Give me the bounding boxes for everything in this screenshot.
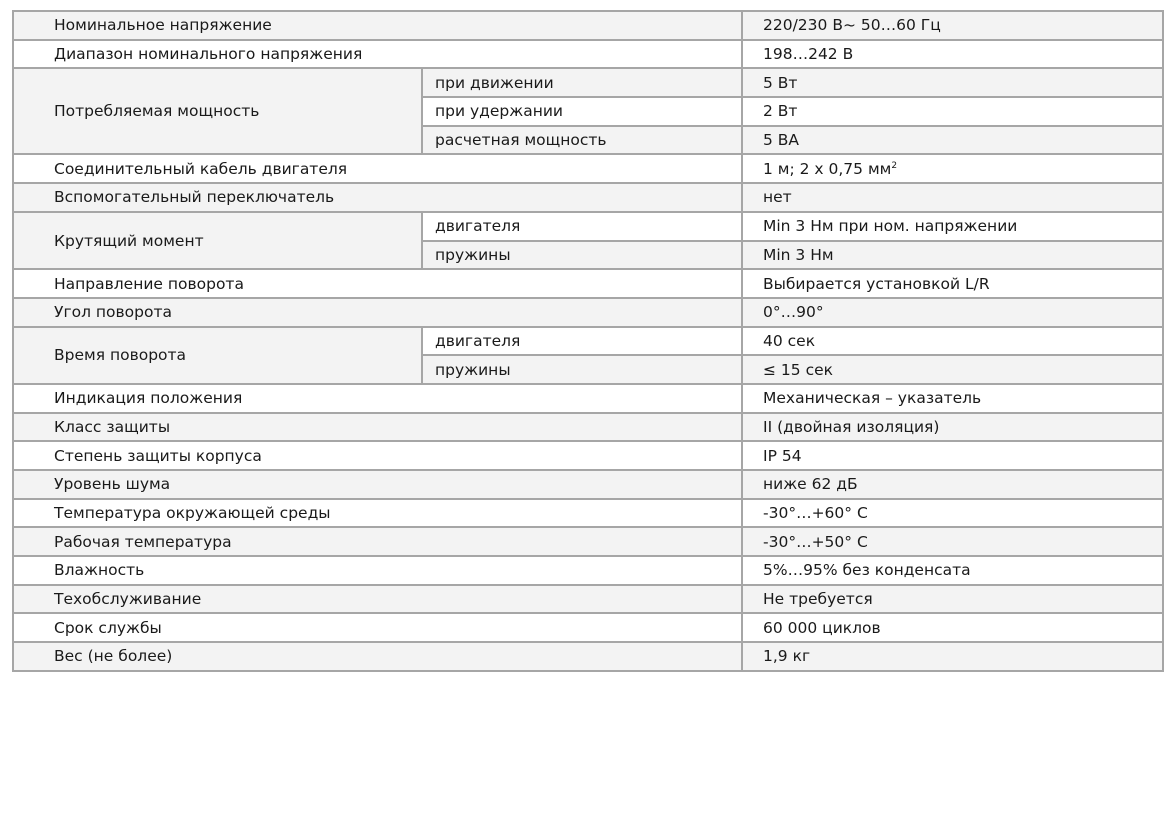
table-row xyxy=(13,556,1163,585)
param-name: Рабочая температура xyxy=(13,527,742,556)
sub-param-name: при удержании xyxy=(422,97,742,126)
param-name: Техобслуживание xyxy=(13,585,742,614)
param-value: 2 Вт xyxy=(742,97,1163,126)
table-row xyxy=(13,470,1163,499)
sub-param-name: двигателя xyxy=(422,327,742,356)
table-row xyxy=(13,327,1163,356)
param-value: 5 ВА xyxy=(742,126,1163,155)
table-row xyxy=(13,413,1163,442)
param-name: Направление поворота xyxy=(13,269,742,298)
param-value: Min 3 Нм xyxy=(742,241,1163,270)
param-name: Класс защиты xyxy=(13,413,742,442)
param-name: Индикация положения xyxy=(13,384,742,413)
table-row xyxy=(13,269,1163,298)
table-row xyxy=(13,642,1163,671)
sub-param-name: двигателя xyxy=(422,212,742,241)
param-name: Вспомогательный переключатель xyxy=(13,183,742,212)
table-row xyxy=(13,298,1163,327)
table-row xyxy=(13,499,1163,528)
param-value: Min 3 Нм при ном. напряжении xyxy=(742,212,1163,241)
param-value: -30°…+60° С xyxy=(742,499,1163,528)
param-name: Температура окружающей среды xyxy=(13,499,742,528)
param-name: Номинальное напряжение xyxy=(13,11,742,40)
param-value: 40 сек xyxy=(742,327,1163,356)
param-value: 0°…90° xyxy=(742,298,1163,327)
param-value: 1,9 кг xyxy=(742,642,1163,671)
table-row xyxy=(13,212,1163,241)
sub-param-name: пружины xyxy=(422,355,742,384)
table-row xyxy=(13,40,1163,69)
param-name: Срок службы xyxy=(13,613,742,642)
param-value: ниже 62 дБ xyxy=(742,470,1163,499)
param-name: Крутящий момент xyxy=(13,212,422,269)
param-value: Механическая – указатель xyxy=(742,384,1163,413)
table-row xyxy=(13,384,1163,413)
table-row xyxy=(13,527,1163,556)
param-name: Угол поворота xyxy=(13,298,742,327)
param-value: 5 Вт xyxy=(742,68,1163,97)
table-row xyxy=(13,613,1163,642)
param-name: Уровень шума xyxy=(13,470,742,499)
spec-table xyxy=(12,10,1164,672)
param-name: Степень защиты корпуса xyxy=(13,441,742,470)
param-value: 5%…95% без конденсата xyxy=(742,556,1163,585)
table-row xyxy=(13,68,1163,97)
table-row xyxy=(13,11,1163,40)
param-value: II (двойная изоляция) xyxy=(742,413,1163,442)
param-name: Вес (не более) xyxy=(13,642,742,671)
param-name: Диапазон номинального напряжения xyxy=(13,40,742,69)
param-name: Потребляемая мощность xyxy=(13,68,422,154)
param-value: Выбирается установкой L/R xyxy=(742,269,1163,298)
value-superscript: 2 xyxy=(891,160,898,171)
sub-param-name: при движении xyxy=(422,68,742,97)
param-value: нет xyxy=(742,183,1163,212)
param-value: 198…242 В xyxy=(742,40,1163,69)
param-name: Влажность xyxy=(13,556,742,585)
table-row xyxy=(13,154,1163,183)
table-row xyxy=(13,585,1163,614)
param-value: ≤ 15 сек xyxy=(742,355,1163,384)
table-row xyxy=(13,441,1163,470)
sub-param-name: пружины xyxy=(422,241,742,270)
table-row xyxy=(13,183,1163,212)
param-name: Время поворота xyxy=(13,327,422,384)
param-value: 220/230 В~ 50…60 Гц xyxy=(742,11,1163,40)
param-value xyxy=(742,154,1163,183)
param-value: -30°…+50° С xyxy=(742,527,1163,556)
param-value: Не требуется xyxy=(742,585,1163,614)
value-text: 1 м; 2 х 0,75 мм xyxy=(763,159,892,178)
param-value: IP 54 xyxy=(742,441,1163,470)
sub-param-name: расчетная мощность xyxy=(422,126,742,155)
param-value: 60 000 циклов xyxy=(742,613,1163,642)
param-name: Соединительный кабель двигателя xyxy=(13,154,742,183)
